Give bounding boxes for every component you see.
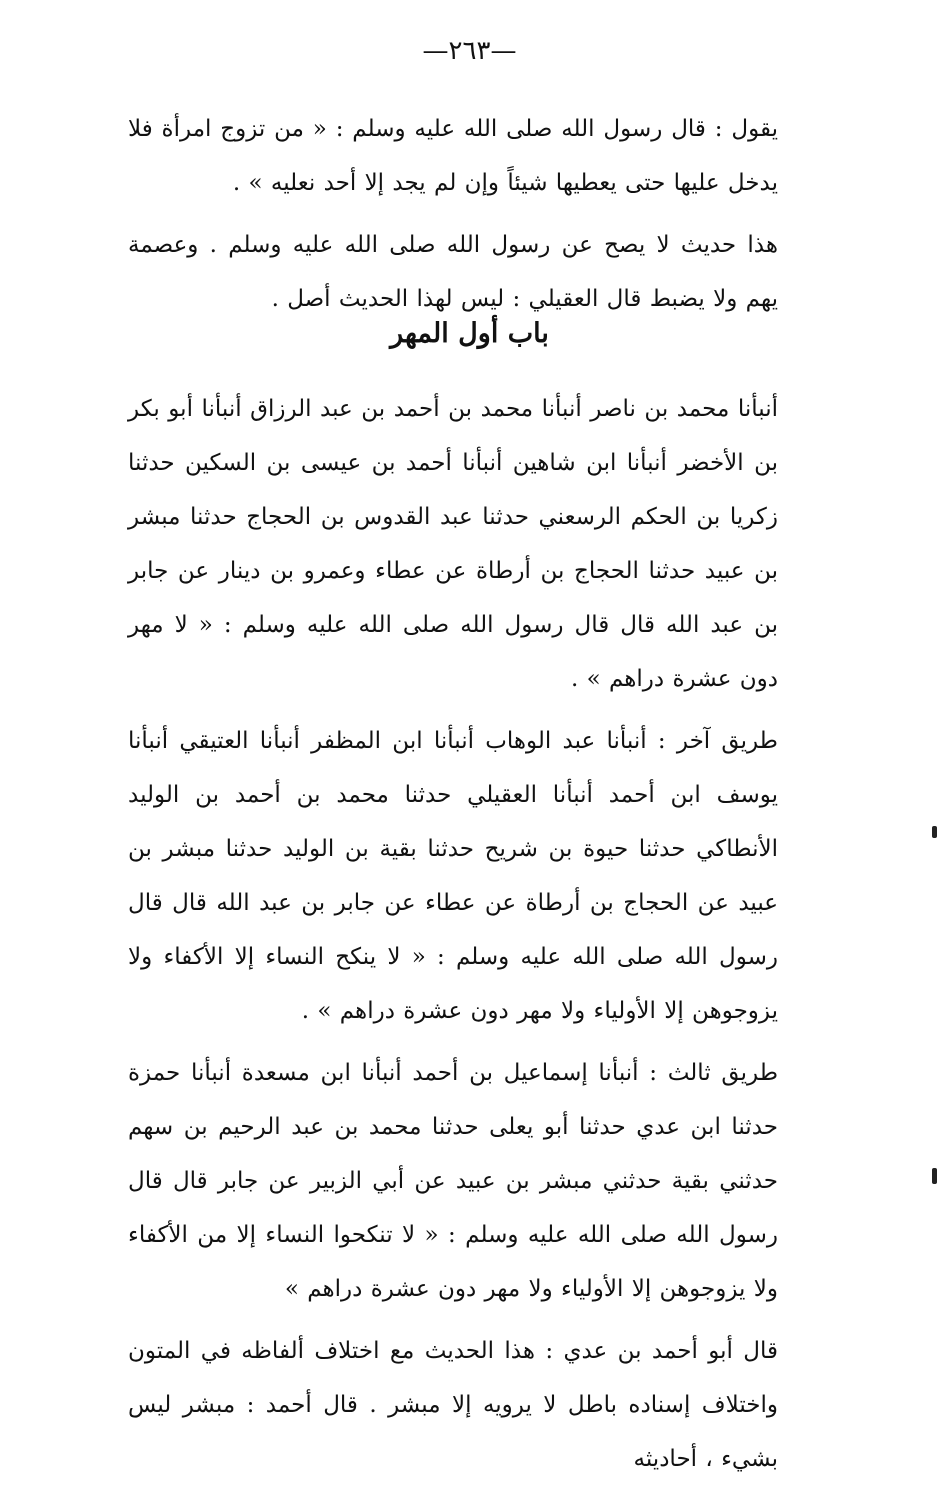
paragraph-hadith-dowry-gift: يقول : قال رسول الله صلى الله عليه وسلم : « من تزوج امرأة فلا يدخل عليها حتى يعطيها شيئاً وإن لم يجد إلا أحد نعليه » . (128, 116, 778, 196)
paragraph-hadith-grading: هذا حديث لا يصح عن رسول الله صلى الله عليه وسلم . وعصمة يهم ولا يضبط قال العقيلي : ليس لهذا الحديث أصل . (128, 232, 778, 312)
chapter-heading: باب أول المهر (390, 318, 549, 349)
paragraph-first-chain: أنبأنا محمد بن ناصر أنبأنا محمد بن أحمد بن عبد الرزاق أنبأنا أبو بكر بن الأخضر أنبأنا ابن شاهين أنبأنا أحمد بن عيسى بن السكين حدثنا زكريا بن الحكم الرسعني حدثنا عبد القدوس بن الحجاج حدثنا مبشر بن عبيد حدثنا الحجاج بن أرطاة عن عطاء وعمرو بن دينار عن جابر بن عبد الله قال قال رسول الله صلى الله عليه وسلم : « لا مهر دون عشرة دراهم » . (128, 396, 778, 692)
scan-margin-mark (932, 826, 937, 838)
scan-margin-mark (932, 1168, 937, 1184)
paragraph-second-chain: طريق آخر : أنبأنا عبد الوهاب أنبأنا ابن المظفر أنبأنا العتيقي أنبأنا يوسف ابن أحمد أنبأنا العقيلي حدثنا محمد بن أحمد بن الوليد الأنطاكي حدثنا حيوة بن شريح حدثنا بقية بن الوليد حدثنا مبشر بن عبيد عن الحجاج بن أرطاة عن عطاء عن جابر بن عبد الله قال قال رسول الله صلى الله عليه وسلم : « لا ينكح النساء إلا الأكفاء ولا يزوجوهن إلا الأولياء ولا مهر دون عشرة دراهم » . (128, 728, 778, 1024)
page-number: —٢٦٣— (422, 36, 517, 66)
paragraph-ibn-adi-comment: قال أبو أحمد بن عدي : هذا الحديث مع اختلاف ألفاظه في المتون واختلاف إسناده باطل لا يرويه إلا مبشر . قال أحمد : مبشر ليس بشيء ، أحاديثه (128, 1338, 778, 1472)
paragraph-third-chain: طريق ثالث : أنبأنا إسماعيل بن أحمد أنبأنا ابن مسعدة أنبأنا حمزة حدثنا ابن عدي حدثنا أبو يعلى حدثنا محمد بن عبد الرحيم بن سهم حدثني بقية حدثني مبشر بن عبيد عن أبي الزبير عن جابر قال قال رسول الله صلى الله عليه وسلم : « لا تنكحوا النساء إلا من الأكفاء ولا يزوجوهن إلا الأولياء ولا مهر دون عشرة دراهم » (128, 1060, 778, 1302)
top-text-block (128, 102, 778, 326)
main-text-block (128, 382, 778, 1486)
